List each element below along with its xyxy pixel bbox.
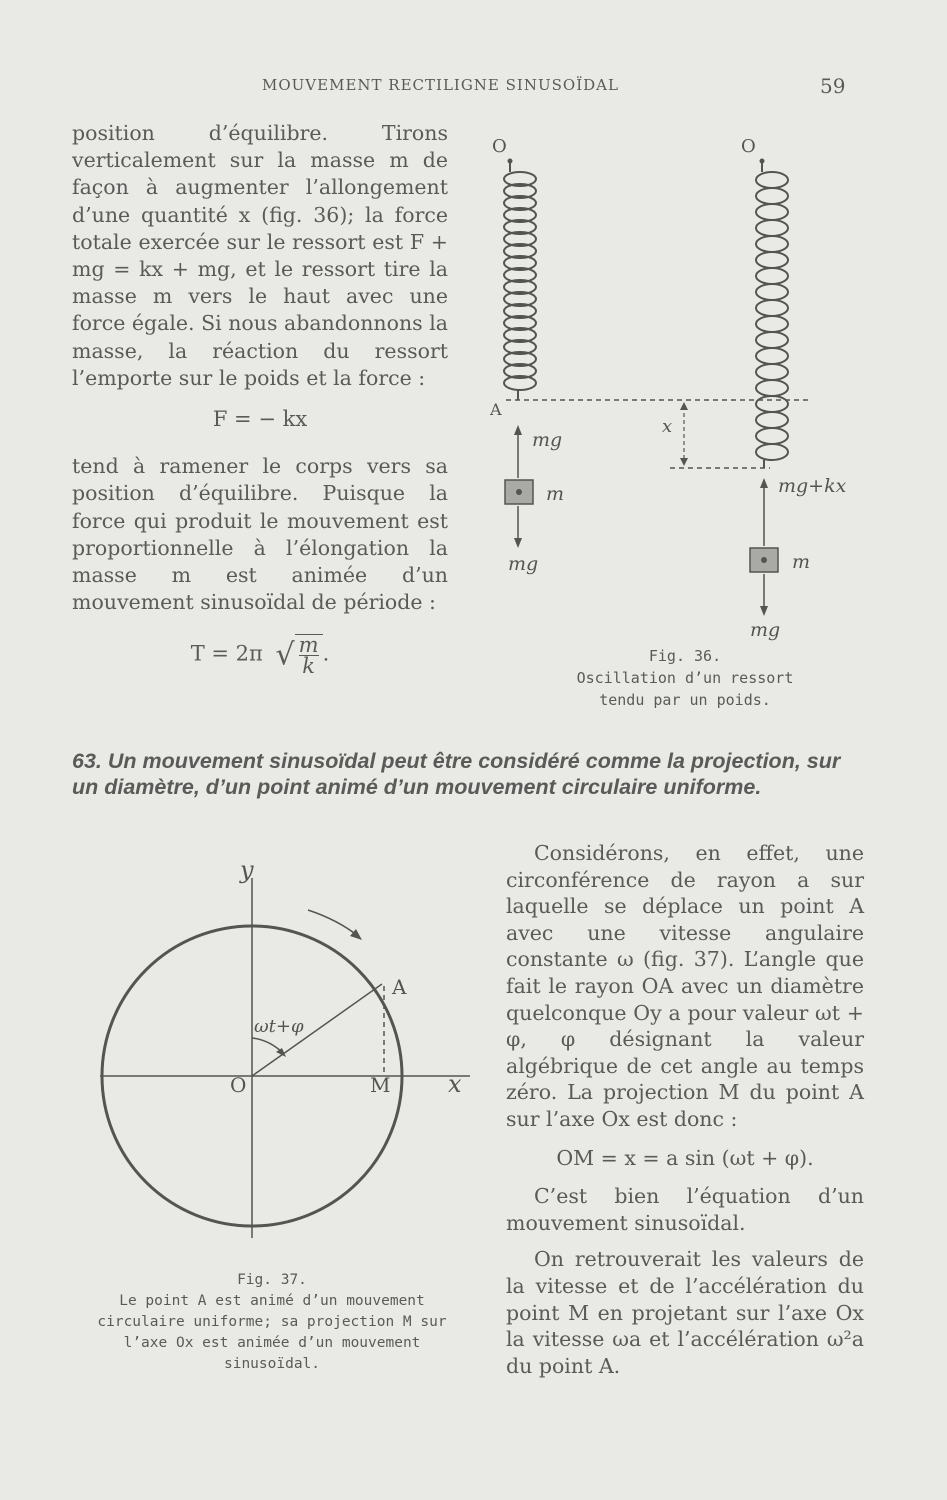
formula-restoring-force: F = − kx [212, 407, 308, 432]
fig36-label-m-left: m [546, 483, 565, 505]
fig36-label-O-right: O [741, 136, 756, 157]
paragraph-conclusion: C’est bien l’équation d’un mouvement sinusoïdal. [506, 1184, 864, 1235]
fig37-label-A: A [392, 975, 407, 999]
fig36-label-mg-down-left: mg [508, 553, 539, 575]
fig36-label-O-left: O [492, 136, 507, 157]
fig36-arrowhead-up-left [514, 425, 522, 435]
sqrt-sign: √ [275, 637, 295, 673]
fig36-label-m-right: m [792, 551, 811, 573]
formula-period [72, 633, 448, 679]
fig36-label-mg-down-right: mg [750, 619, 781, 641]
fraction-numerator: m [298, 633, 319, 658]
fig37-label-y: y [240, 856, 254, 884]
paragraph-spring-force: position d’équilibre. Tirons verticalement sur la masse m de façon à augmenter l’allongement d’une quantité x (fig. 36); la force totale exercée sur le ressort est F + mg = kx + mg, et le ressort tire la masse m vers le haut avec une force égale. Si nous abandonnons la masse, la réaction du ressort l’emporte sur le poids et la force : [72, 121, 448, 390]
fig37-label-angle: ωt+φ [254, 1016, 304, 1037]
equation-projection: OM = x = a sin (ωt + φ). [556, 1145, 814, 1170]
running-header: MOUVEMENT RECTILIGNE SINUSOÏDAL [262, 76, 619, 94]
figure-37-caption [72, 1270, 472, 1375]
figure-36-caption-title: Fig. 36. [648, 647, 722, 665]
fig36-label-x: x [662, 416, 673, 437]
right-text-column [506, 840, 864, 1389]
fig36-arrowhead-down-left [514, 538, 522, 548]
fig37-rotation-arrow [308, 910, 358, 936]
sqrt-radicand [295, 633, 323, 679]
fig36-arrowhead-up-right [760, 478, 768, 488]
fraction-denominator: k [302, 654, 315, 679]
fig36-x-arrowhead-top [680, 402, 688, 410]
fig36-label-mg-up: mg [532, 429, 563, 451]
fig36-right-coil [756, 161, 788, 468]
formula-period-dot: . [322, 641, 330, 666]
fig36-x-arrowhead-bottom [680, 458, 688, 466]
fig37-label-M: M [370, 1073, 391, 1097]
figure-36-caption [560, 645, 810, 711]
figure-36-caption-text: Oscillation d’un ressort tendu par un poids. [576, 669, 794, 709]
figure-36-spring-diagram [470, 130, 870, 670]
fig36-mass-right-center [761, 557, 767, 563]
paragraph-velocity-acceleration: On retrouverait les valeurs de la vitesse et de l’accélération du point M en projetant sur l’axe Ox la vitesse ωa et l’accélération ω²a du point A. [506, 1247, 864, 1378]
figure-37-circle-projection [70, 848, 490, 1268]
fig36-label-mg-kx: mg+kx [778, 475, 847, 497]
formula-period-lhs: T = 2π [190, 641, 263, 666]
fig36-label-A: A [490, 400, 502, 419]
paragraph-circle-setup: Considérons, en effet, une circonférence de rayon a sur laquelle se déplace un point A avec une vitesse angulaire constante ω (fig. 37). L’angle que fait le rayon OA avec un diamètre quelconque Oy a pour valeur ωt + φ, φ désignant la valeur algébrique de cet angle au temps zéro. La projection M du point A sur l’axe Ox est donc : [506, 841, 864, 1131]
figure-37-caption-title: Fig. 37. [237, 1272, 307, 1288]
sqrt-fraction [275, 633, 323, 679]
figure-37-caption-text: Le point A est animé d’un mouvement circulaire uniforme; sa projection M sur l’axe Ox est animée d’un mouvement sinusoïdal. [97, 1293, 447, 1372]
fig36-left-coil [504, 161, 536, 400]
paragraph-sinusoidal-motion: tend à ramener le corps vers sa position d’équilibre. Puisque la force qui produit le mouvement est proportionnelle à l’élongation la masse m est animée d’un mouvement sinusoïdal de période : [72, 454, 448, 615]
section-63-title: 63. Un mouvement sinusoïdal peut être considéré comme la projection, sur un diamètre, d’un point animé d’un mouvement circulaire uniforme. [72, 749, 841, 799]
page-number: 59 [820, 74, 846, 98]
fig36-mass-left-center [516, 489, 522, 495]
fig37-label-x: x [448, 1070, 462, 1098]
fig37-label-O: O [230, 1073, 247, 1097]
left-text-column [72, 120, 448, 696]
fig36-arrowhead-down-right [760, 606, 768, 616]
